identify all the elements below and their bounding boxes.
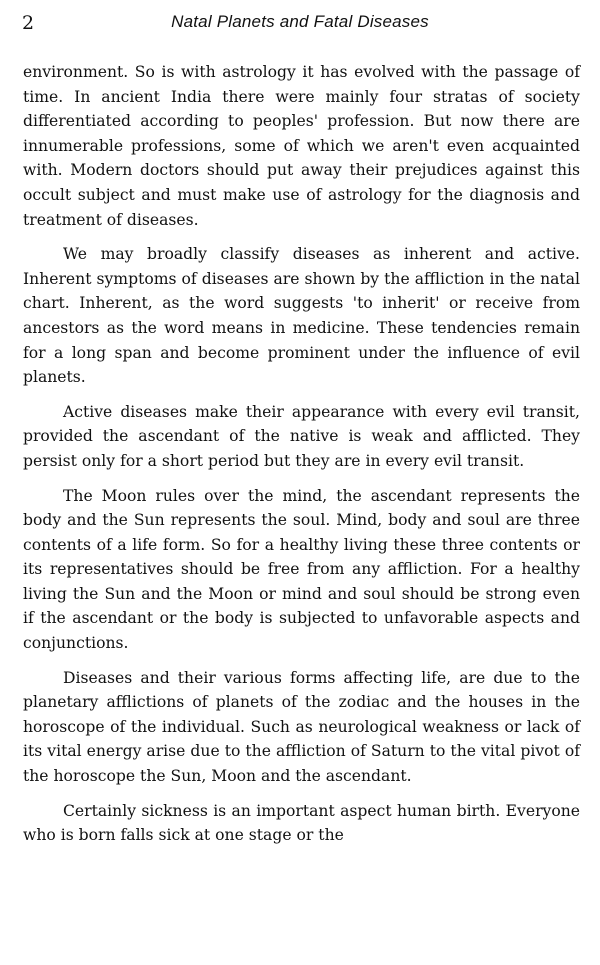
paragraph: We may broadly classify diseases as inherent and active. Inherent symptoms of diseases are shown by the affliction in the natal chart. Inherent, as the word suggests 'to inherit' or receive from ancestors as the word means in medicine. These tendencies remain for a long span and become prominent under the influence of evil planets.: [23, 245, 580, 387]
body-text: [23, 60, 580, 858]
paragraph: Active diseases make their appearance with every evil transit, provided the ascendant of the native is weak and afflicted. They persist only for a short period but they are in every evil transit.: [23, 402, 580, 470]
paragraph: The Moon rules over the mind, the ascendant represents the body and the Sun represents the soul. Mind, body and soul are three contents of a life form. So for a healthy living these three contents or its representatives should be free from any affliction. For a healthy living the Sun and the Moon or mind and soul should be strong even if the ascendant or the body is subjected to unfavorable aspects and conjunctions.: [23, 486, 580, 653]
page-number: 2: [22, 12, 35, 34]
running-title: Natal Planets and Fatal Diseases: [171, 12, 429, 31]
running-head: [20, 12, 580, 36]
paragraph-truncated: Certainly sickness is an important aspect human birth. Everyone who is born falls sick at one stage or the: [23, 801, 580, 845]
paragraph: Diseases and their various forms affecting life, are due to the planetary afflictions of planets of the zodiac and the houses in the horoscope of the individual. Such as neurological weakness or lack of its vital energy arise due to the affliction of Saturn to the vital pivot of the horoscope the Sun, Moon and the ascendant.: [23, 668, 580, 786]
paragraph-continued: environment. So is with astrology it has evolved with the passage of time. In ancient India there were mainly four stratas of society differentiated according to peoples' profession. But now there are innumerable professions, some of which we aren't even acquainted with. Modern doctors should put away their prejudices against this occult subject and must make use of astrology for the diagnosis and treatment of diseases.: [23, 63, 580, 229]
